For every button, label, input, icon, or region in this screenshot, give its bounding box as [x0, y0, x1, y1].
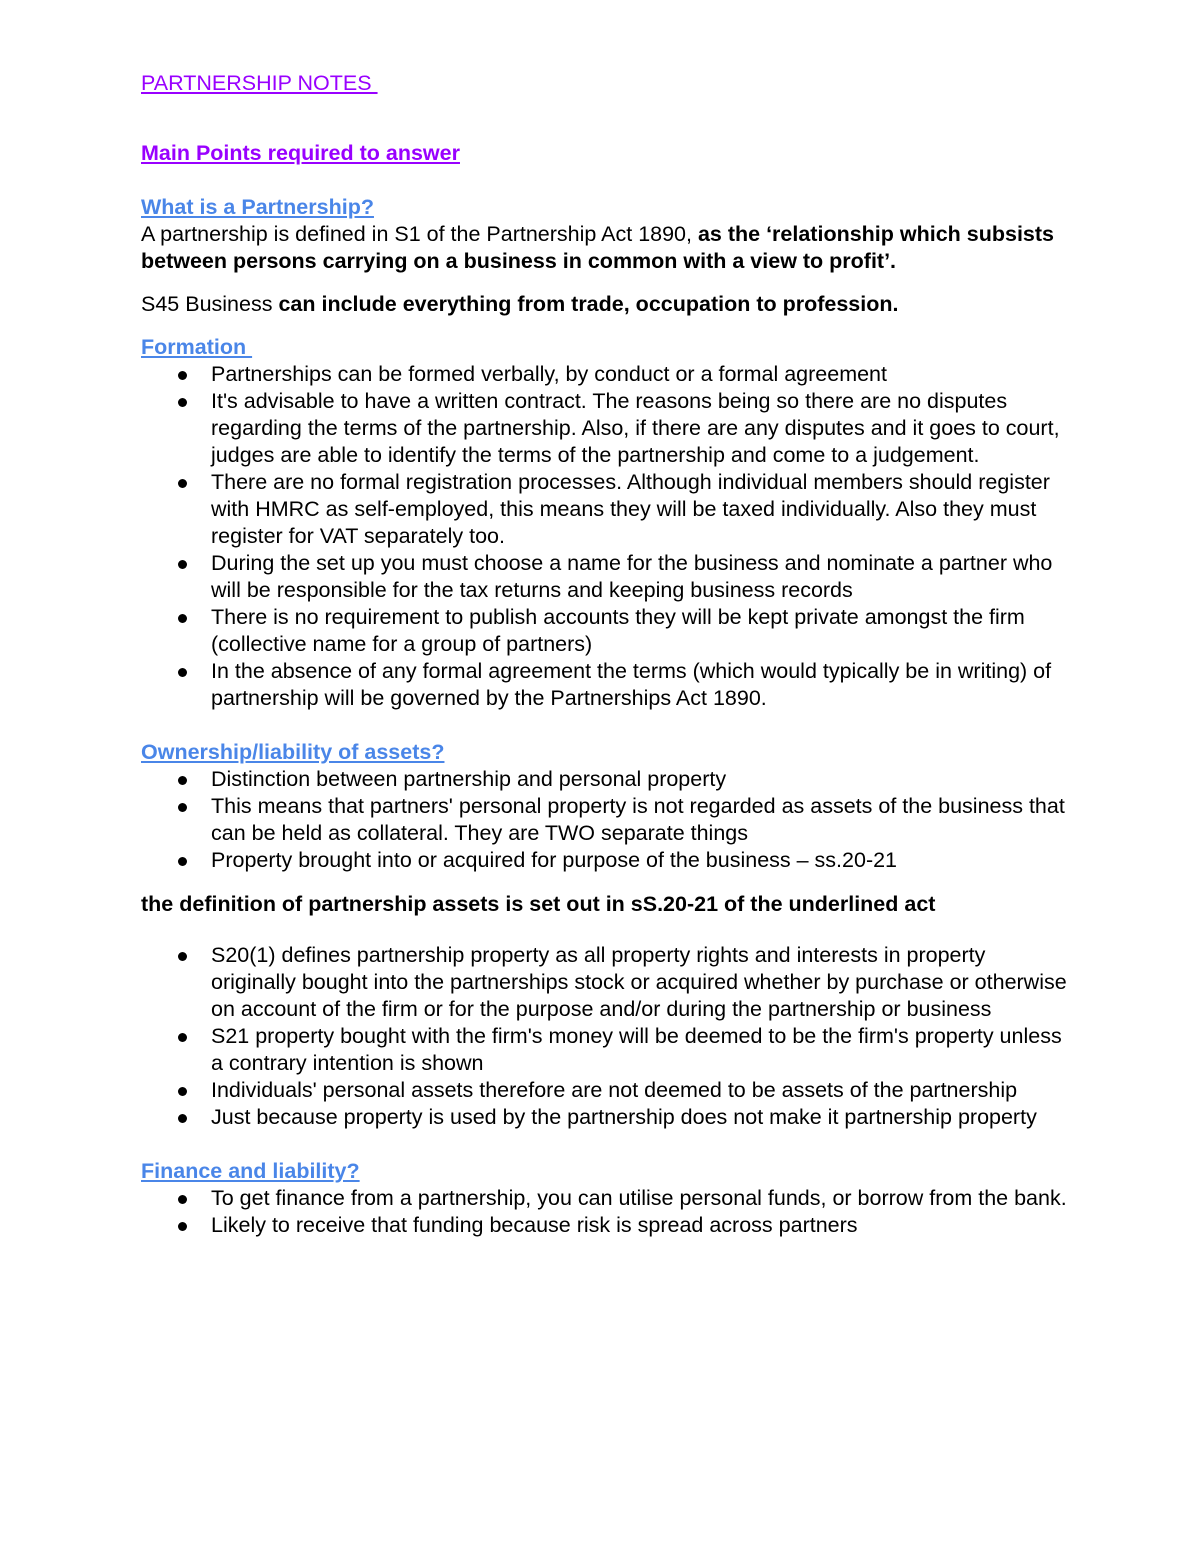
list-item-text: Likely to receive that funding because risk is spread across partners [211, 1213, 858, 1237]
bullet-icon [178, 668, 187, 677]
ownership-list [141, 766, 1071, 874]
list-item-text: There are no formal registration processes. Although individual members should register with HMRC as self-employed, this means they will be taxed individually. Also they must register for VAT separately too. [211, 470, 1050, 548]
bullet-icon [178, 1087, 187, 1096]
bullet-icon [178, 1114, 187, 1123]
list-item-text: In the absence of any formal agreement the terms (which would typically be in writing) of partnership will be governed by the Partnerships Act 1890. [211, 659, 1052, 710]
list-item-text: Partnerships can be formed verbally, by conduct or a formal agreement [211, 362, 887, 386]
bullet-icon [178, 776, 187, 785]
list-item [211, 942, 1071, 1023]
bullet-icon [178, 371, 187, 380]
bullet-icon [178, 952, 187, 961]
finance-list [141, 1185, 1071, 1239]
list-item-text: There is no requirement to publish accounts they will be kept private amongst the firm (collective name for a group of partners) [211, 605, 1025, 656]
list-item [211, 847, 1071, 874]
list-item [211, 1185, 1071, 1212]
list-item-text: Individuals' personal assets therefore are not deemed to be assets of the partnership [211, 1078, 1018, 1102]
heading-formation: Formation [141, 335, 253, 359]
list-item-text: During the set up you must choose a name for the business and nominate a partner who will be responsible for the tax returns and keeping business records [211, 551, 1053, 602]
list-item-text: Property brought into or acquired for purpose of the business – ss.20-21 [211, 848, 898, 872]
s45-bold: can include everything from trade, occupation to profession. [278, 292, 899, 316]
list-item [211, 1104, 1071, 1131]
list-item-text: Just because property is used by the partnership does not make it partnership property [211, 1105, 1037, 1129]
document-title: PARTNERSHIP NOTES [141, 71, 378, 95]
bullet-icon [178, 614, 187, 623]
list-item-text: S20(1) defines partnership property as all property rights and interests in property originally bought into the partnerships stock or acquired whether by purchase or otherwise on account of the firm or for the purpose and/or during the partnership or business [211, 943, 1067, 1021]
list-item [211, 388, 1071, 469]
s45-paragraph [141, 291, 1071, 318]
list-item [211, 1077, 1071, 1104]
list-item [211, 766, 1071, 793]
definition-plain: A partnership is defined in S1 of the Partnership Act 1890, [141, 222, 698, 246]
document-page [141, 70, 1071, 1239]
list-item-text: To get finance from a partnership, you can utilise personal funds, or borrow from the bank. [211, 1186, 1067, 1210]
bullet-icon [178, 803, 187, 812]
list-item [211, 469, 1071, 550]
bullet-icon [178, 560, 187, 569]
list-item [211, 658, 1071, 712]
list-item [211, 361, 1071, 388]
list-item-text: This means that partners' personal property is not regarded as assets of the business that can be held as collateral. They are TWO separate things [211, 794, 1065, 845]
list-item [211, 550, 1071, 604]
list-item [211, 1023, 1071, 1077]
list-item [211, 1212, 1071, 1239]
heading-ownership: Ownership/liability of assets? [141, 740, 445, 764]
definition-paragraph [141, 221, 1071, 275]
document-subtitle: Main Points required to answer [141, 141, 460, 165]
assets-definition-list [141, 942, 1071, 1131]
bullet-icon [178, 479, 187, 488]
assets-definition-statement: the definition of partnership assets is set out in sS.20-21 of the underlined act [141, 892, 936, 916]
formation-list [141, 361, 1071, 712]
s45-plain: S45 Business [141, 292, 279, 316]
list-item [211, 793, 1071, 847]
bullet-icon [178, 857, 187, 866]
bullet-icon [178, 1033, 187, 1042]
list-item [211, 604, 1071, 658]
list-item-text: S21 property bought with the firm's money will be deemed to be the firm's property unless a contrary intention is shown [211, 1024, 1062, 1075]
heading-what-is-partnership: What is a Partnership? [141, 195, 374, 219]
heading-finance: Finance and liability? [141, 1159, 360, 1183]
bullet-icon [178, 1195, 187, 1204]
list-item-text: Distinction between partnership and personal property [211, 767, 727, 791]
list-item-text: It's advisable to have a written contract. The reasons being so there are no disputes regarding the terms of the partnership. Also, if there are any disputes and it goes to court, judges are able to identify the terms of the partnership and come to a judgement. [211, 389, 1060, 467]
definition-bold: as the ‘relationship which subsists between persons carrying on a business in common with a view to profit’. [141, 222, 1054, 273]
bullet-icon [178, 1222, 187, 1231]
bullet-icon [178, 398, 187, 407]
